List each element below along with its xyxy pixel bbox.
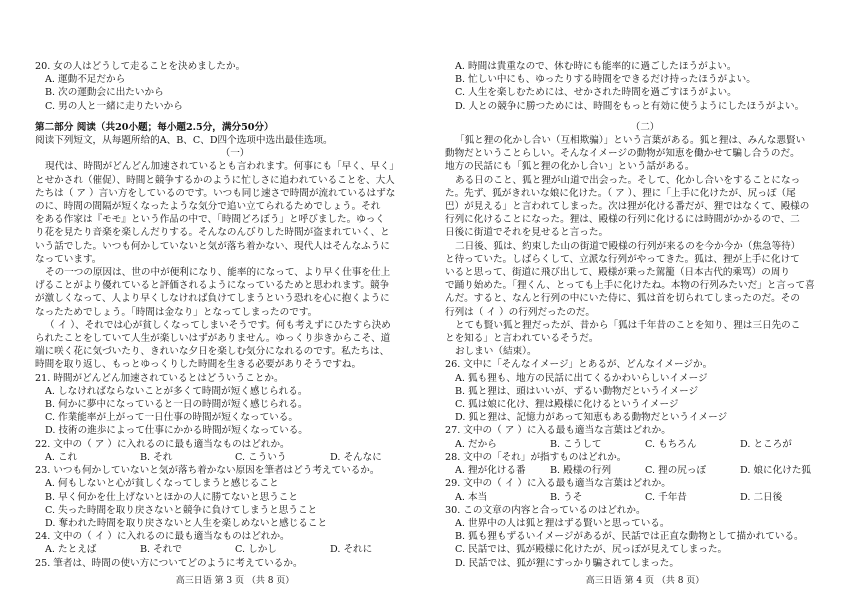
q28-option-c: C. 狸の尻っぽ: [645, 465, 707, 477]
q26-stem: 26. 文中に「そんなイメージ」とあるが、どんなイメージか。: [445, 359, 713, 371]
q26-option-c: C. 狐は娘に化け、狸は殿様に化けるというイメージ: [455, 399, 679, 411]
q24-stem: 24. 文中の（ イ ）に入れるのに最も適当なものはどれか。: [35, 531, 290, 543]
passage-line: 行列は（ イ ）の行列だったのだ。: [445, 306, 596, 318]
q30-option-c: C. 民話では、狐が殿様に化けたが、尻っぽが見えてしまった。: [455, 544, 728, 556]
q24-option-d: D. それに: [330, 544, 373, 556]
passage-line: 動物だということらしい。そんなイメージの動物が知恵を働かせて騙し合うのだ。: [445, 148, 800, 160]
passage-line: のに、時間の間隔が短くなったような気分で追い立てられるためでしょう。それ: [35, 201, 381, 213]
part-one-label: （一）: [220, 148, 250, 160]
passage-one: [35, 160, 435, 371]
passage-line: 日後に街道でそれを見せると言った。: [445, 227, 609, 239]
q27-option-b: B. こうして: [550, 438, 602, 450]
q27-option-c: C. もちろん: [645, 438, 697, 450]
q29-option-a: A. 本当: [455, 491, 488, 503]
q28-option-a: A. 狸が化ける番: [455, 465, 526, 477]
q27-options: [445, 438, 845, 451]
q21-option-b: B. 何かに夢中になっていると一日の時間が短く感じられる。: [45, 399, 308, 411]
q25-option-d: D. 人との競争に勝つためには、時間をもっと有効に使うようにしたほうがよい。: [455, 100, 805, 112]
passage-line: なったためでしょう。「時間は金なり」となってしまったのです。: [35, 306, 318, 318]
passage-line: 巴）が見える」と言われてしまった。次は狸が化ける番だが、狸ではなくて、殿様の: [445, 201, 810, 213]
section-title: 第二部分 阅读（共20小题；每小题2.5分，满分50分）: [35, 121, 274, 133]
passage-line: たちは（ ア ）言い方をしているのです。いつも同じ速さで時間が流れているはずな: [35, 187, 396, 199]
passage-line: が激しくなって、人より早くしなければ負けてしまうという恐れを心に抱くように: [35, 293, 390, 305]
q29-option-b: B. うそ: [550, 491, 583, 503]
passage-line: げることがより優れていると評価されるようになっているためと思われます。競争: [35, 280, 390, 292]
q20-option-a: A. 運動不足だから: [45, 74, 126, 86]
q29-option-d: D. 二日後: [740, 491, 783, 503]
passage-line: とても賢い狐と狸だったが、昔から「狐は千年昔のことを知り、狸は三日先のこ: [455, 319, 801, 331]
passage-line: 端に咲く花に気づいたり、きれいな夕日を楽しむ気分になれるのです。私たちは、: [35, 346, 390, 358]
passage-line: その一つの原因は、世の中が便利になり、能率的になって、より早く仕事を仕上: [45, 267, 391, 279]
q22-option-b: B. それ: [140, 451, 173, 463]
passage-line: ある日のこと、狐と狸が山道で出会った。そして、化かし合いをすることになっ: [455, 174, 801, 186]
q24-option-a: A. たとえば: [45, 544, 97, 556]
q23-option-a: A. 何もしないと心が貧しくなってしまうと感じること: [45, 478, 279, 490]
q23-option-b: B. 早く何かを仕上げないとほかの人に勝てないと思うこと: [45, 491, 298, 503]
q29-stem: 29. 文中の（ イ ）に入る最も適当な言葉はどれか。: [445, 478, 671, 490]
q26-option-a: A. 狐も狸も、地方の民話に出てくるかわいらしいイメージ: [455, 372, 708, 384]
section-instruction: 阅读下列短文，从每题所给的A、B、C、D四个选项中选出最佳选项。: [35, 135, 333, 147]
q21-option-c: C. 作業能率が上がって一日仕事の時間が短くなっている。: [45, 412, 298, 424]
passage-line: 現代は、時間がどんどん加速されているとも言われます。何事にも「早く、早く」: [45, 161, 400, 173]
q30-option-b: B. 狐も狸もずるいイメージがあるが、民話では正直な動物として描かれている。: [455, 531, 804, 543]
passage-line: 行列に化けることになった。狸は、殿様の行列に化けるには時間がかかるので、二: [445, 214, 800, 226]
q25-option-b: B. 忙しい中にも、ゆったりする時間をできるだけ持ったほうがよい。: [455, 74, 756, 86]
q22-option-a: A. これ: [45, 451, 78, 463]
q23-option-c: C. 失った時間を取り戻さないと競争に負けてしまうと思うこと: [45, 504, 318, 516]
q21-stem: 21. 時間がどんどん加速されているとはどういうことか。: [35, 372, 284, 384]
q20-stem: 20. 女の人はどうして走ることを決めましたか。: [35, 61, 246, 72]
passage-line: と待っていた。しばらくして、立派な行列がやってきた。狐は、狸が上手に化けて: [445, 253, 800, 265]
q20-option-c: C. 男の人と一緒に走りたいから: [45, 100, 183, 112]
q27-option-a: A. だから: [455, 438, 497, 450]
passage-line: （ イ ）、それでは心が貧しくなってしまいそうです。何も考えずにひたすら決め: [45, 319, 391, 331]
q22-stem: 22. 文中の（ ア ）に入れるのに最も適当なものはどれか。: [35, 438, 290, 450]
passage-line: をある作家は『モモ』という作品の中で、「時間どろぼう」と呼びました。ゆっく: [35, 214, 385, 226]
left-page-footer: 高三日语 第 3 页 （共 8 页）: [175, 575, 295, 586]
q22-options: [35, 451, 435, 464]
passage-line: り花を見たり音楽を楽しんだりする。そんなのんびりした時間が盗まれていく、と: [35, 227, 390, 239]
q28-option-b: B. 殿様の行列: [550, 465, 612, 477]
passage-line: られたことをしていて人生が楽しいはずがありません。ゆっくり歩きからこそ、道: [35, 333, 391, 345]
right-page: [445, 0, 845, 608]
passage-line: いう話でした。いつも何かしていないと気が落ち着かない、現代人はそんなふうに: [35, 240, 390, 252]
q30-option-a: A. 世界中の人は狐と狸はずる賢いと思っている。: [455, 517, 670, 529]
passage-line: 地方の民話にも「狐と狸の化かし合い」という話がある。: [445, 161, 695, 173]
q21-option-d: D. 技術の進歩によって仕事にかかる時間が短くなっている。: [45, 425, 308, 437]
q22-option-c: C. こういう: [235, 451, 287, 463]
passage-line: で踊り始めた。「狸くん、とっても上手に化けたね。本物の行列みたいだ」と言って喜: [445, 280, 815, 292]
q26-option-d: D. 狐と狸は、記憶力があって知恵もある動物だというイメージ: [455, 412, 728, 424]
passage-two: [445, 134, 845, 358]
q23-option-d: D. 奪われた時間を取り戻さないと人生を楽しめないと感じること: [45, 517, 328, 529]
passage-line: とを知る」と言われているそうだ。: [445, 333, 599, 345]
q25-option-a: A. 時間は貴重なので、休む時にも能率的に過ごしたほうがよい。: [455, 61, 737, 72]
passage-line: 時間を取り返し、もっとゆっくりした時間を生きる必要がありそうですね。: [35, 359, 362, 371]
q30-stem: 30. この文章の内容と合っているのはどれか。: [445, 504, 646, 516]
q28-option-d: D. 娘に化けた狐: [740, 465, 812, 477]
part-two-label: （二）: [630, 121, 660, 133]
q24-options: [35, 543, 435, 556]
left-page: [35, 0, 435, 608]
q22-option-d: D. そんなに: [330, 451, 382, 463]
q26-option-b: B. 狐と狸は、頭はいいが、ずるい動物だというイメージ: [455, 385, 699, 397]
passage-line: なっています。: [35, 253, 102, 265]
q27-option-d: D. ところが: [740, 438, 792, 450]
q24-option-b: B. それで: [140, 544, 182, 556]
q27-stem: 27. 文中の（ ア ）に入る最も適当な言葉はどれか。: [445, 425, 671, 437]
passage-line: んだ。すると、なんと行列の中にいた侍に、狐は首を切られてしまったのだ。その: [445, 293, 800, 305]
q25-option-c: C. 人生を楽しむためには、せかされた時間を過ごすほうがよい。: [455, 87, 737, 99]
q25-stem: 25. 筆者は、時間の使い方についてどのように考えているか。: [35, 557, 303, 569]
right-page-footer: 高三日语 第 4 页 （共 8 页）: [585, 575, 705, 586]
passage-line: 「狐と狸の化かし合い（互相欺骗）」という言葉がある。狐と狸は、みんな悪賢い: [455, 135, 806, 147]
passage-line: いると思って、街道に飛び出して、殿様が乗った駕籠（日本古代的乘骂）の周り: [445, 267, 790, 279]
passage-line: とせかされ（催促）、時間と競争するかのように忙しさに追われていることを、大人: [35, 174, 395, 186]
q29-option-c: C. 千年昔: [645, 491, 687, 503]
q23-stem: 23. いつも何かしていないと気が落ち着かない原因を筆者はどう考えているか。: [35, 465, 380, 477]
q29-options: [445, 491, 845, 504]
passage-line: た。先ず、狐がきれいな娘に化けた。（ ア ）、狸に「上手に化けたが、尻っぽ（尾: [445, 187, 796, 199]
q28-options: [445, 464, 845, 477]
passage-line: おしまい（結束）。: [455, 346, 537, 358]
q24-option-c: C. しかし: [235, 544, 277, 556]
q30-option-d: D. 民話では、狐が狸にすっかり騙されてしまった。: [455, 557, 679, 569]
q20-option-b: B. 次の運動会に出たいから: [45, 87, 164, 99]
passage-line: 二日後、狐は、約束した山の街道で殿様の行列が来るのを今か今か（焦急等待）: [455, 240, 801, 252]
q28-stem: 28. 文中の「それ」が指すものはどれか。: [445, 451, 627, 463]
q21-option-a: A. しなければならないことが多くて時間が短く感じられる。: [45, 385, 308, 397]
